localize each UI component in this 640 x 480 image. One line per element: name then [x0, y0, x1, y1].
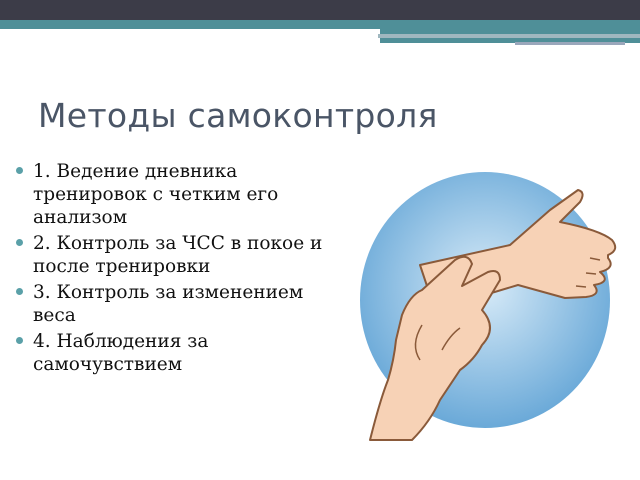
bullet-item — [0, 232, 340, 278]
header-right-stripe — [378, 34, 640, 38]
bullet-item — [0, 281, 340, 327]
bullet-item — [0, 330, 340, 376]
bullet-text: 2. Контроль за ЧСС в покое и после тренировки — [33, 233, 323, 277]
header-right-stripe-small — [515, 42, 625, 45]
bullet-dot-icon — [16, 288, 23, 295]
bullet-list — [0, 160, 340, 379]
bullet-dot-icon — [16, 239, 23, 246]
bullet-item — [0, 160, 340, 229]
slide-title: Методы самоконтроля — [38, 96, 438, 135]
bullet-dot-icon — [16, 167, 23, 174]
header-accent-line — [0, 20, 640, 29]
header-dark-bar — [0, 0, 640, 20]
bullet-text: 4. Наблюдения за самочувствием — [33, 331, 209, 375]
bullet-text: 3. Контроль за изменением веса — [33, 282, 304, 326]
bullet-dot-icon — [16, 337, 23, 344]
bullet-text: 1. Ведение дневника тренировок с четким его анализом — [33, 161, 279, 228]
pulse-check-illustration — [350, 160, 620, 450]
